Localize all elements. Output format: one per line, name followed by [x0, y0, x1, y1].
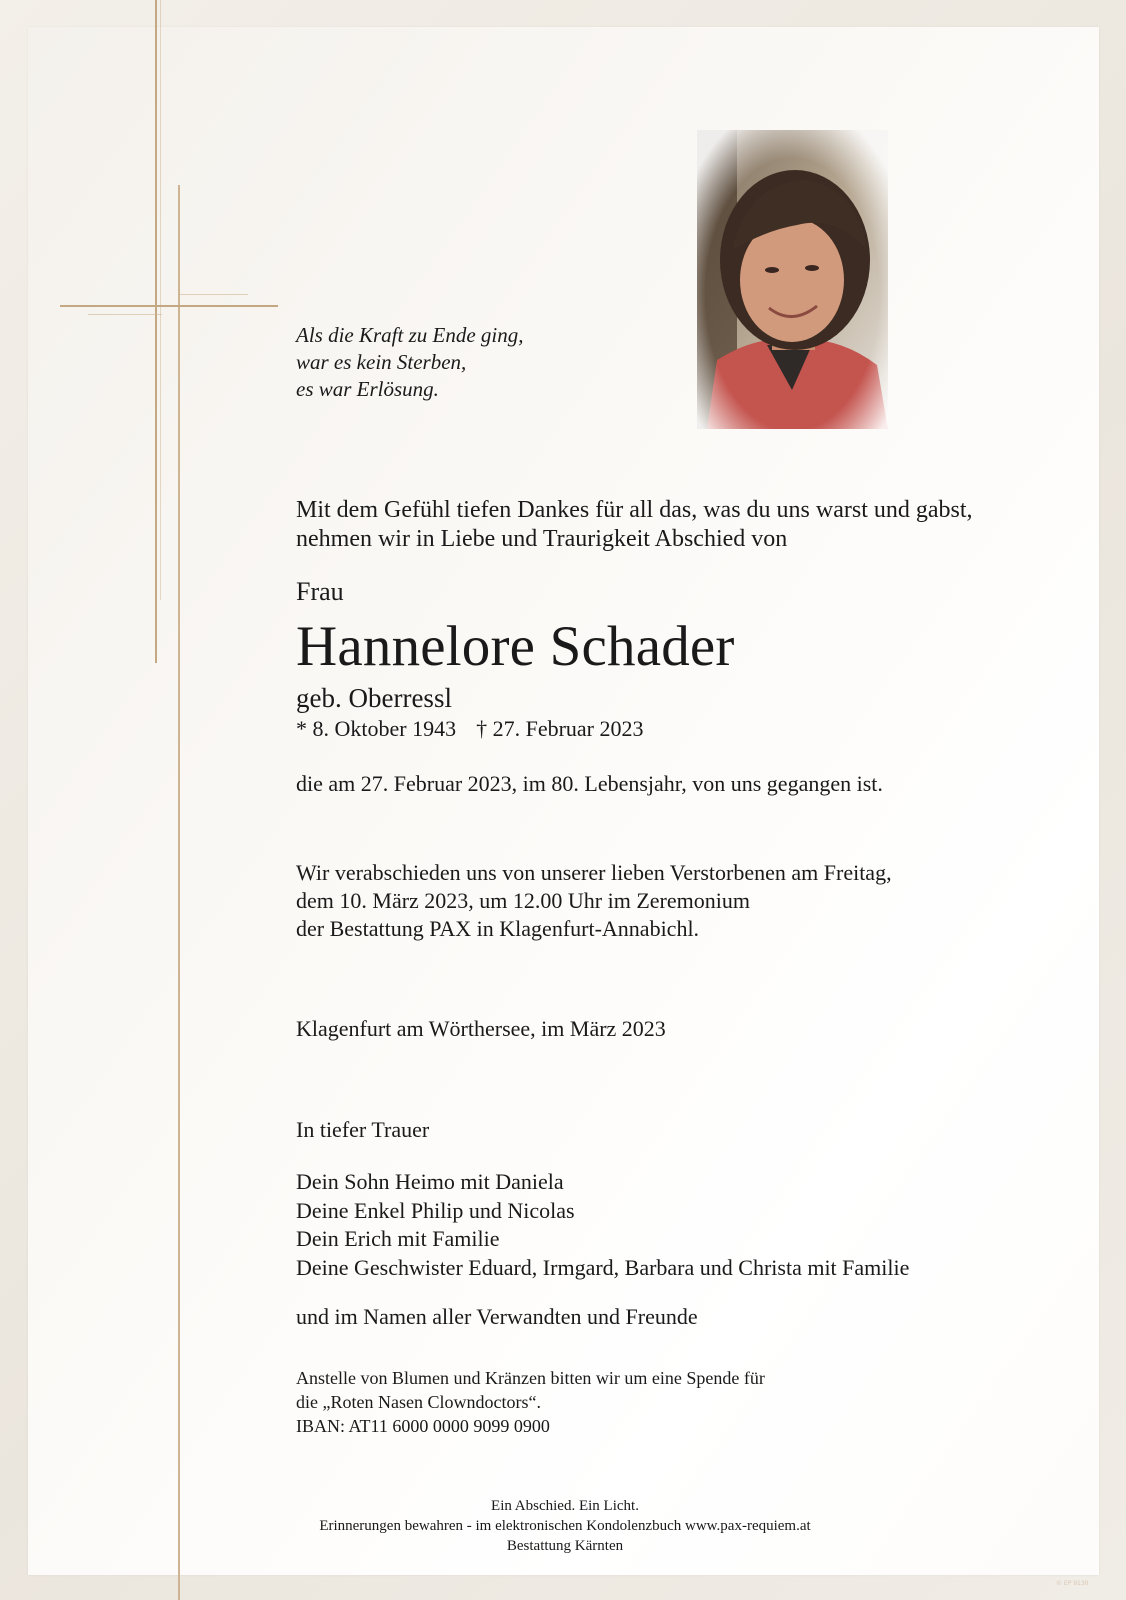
print-code: © EP 9130 — [1056, 1580, 1089, 1587]
intro-line: nehmen wir in Liebe und Traurigkeit Abschied von — [296, 526, 788, 552]
quote — [296, 322, 524, 403]
family-member: Dein Erich mit Familie — [296, 1226, 500, 1251]
ceremony-line: dem 10. März 2023, um 12.00 Uhr im Zeremonium — [296, 888, 750, 913]
footer — [220, 1496, 910, 1556]
deceased-name: Hannelore Schader — [296, 615, 735, 678]
family-list — [296, 1168, 909, 1282]
quote-line: Als die Kraft zu Ende ging, — [296, 323, 524, 347]
ceremony-line: Wir verabschieden uns von unserer lieben Verstorbenen am Freitag, — [296, 860, 892, 885]
footer-line: Bestattung Kärnten — [506, 1538, 624, 1554]
life-dates — [296, 716, 644, 742]
ceremony-info — [296, 859, 892, 943]
passing-statement: die am 27. Februar 2023, im 80. Lebensjahr, von uns gegangen ist. — [296, 771, 883, 796]
donation-line: Anstelle von Blumen und Kränzen bitten wir um eine Spende für — [296, 1368, 765, 1388]
ceremony-line: der Bestattung PAX in Klagenfurt-Annabichl. — [296, 916, 700, 941]
intro-line: Mit dem Gefühl tiefen Dankes für all das, was du uns warst und gabst, — [296, 497, 973, 523]
quote-line: es war Erlösung. — [296, 377, 439, 401]
family-member: Deine Geschwister Eduard, Irmgard, Barbara und Christa mit Familie — [296, 1254, 910, 1280]
obituary-card — [28, 27, 1099, 1575]
mourning-heading: In tiefer Trauer — [296, 1117, 430, 1142]
footer-link-text: Erinnerungen bewahren - im elektronischen Kondolenzbuch www.pax-requiem.at — [319, 1518, 811, 1534]
family-member: Dein Sohn Heimo mit Daniela — [296, 1169, 564, 1194]
birth-name: geb. Oberressl — [296, 683, 452, 713]
intro-text — [296, 496, 973, 554]
birth-date: * 8. Oktober 1943 — [296, 716, 457, 741]
portrait-photo — [697, 130, 888, 429]
donation-iban: IBAN: AT11 6000 0000 9099 0900 — [296, 1416, 550, 1436]
relatives-friends: und im Namen aller Verwandten und Freunde — [296, 1304, 698, 1329]
place-date: Klagenfurt am Wörthersee, im März 2023 — [296, 1016, 666, 1041]
footer-line: Ein Abschied. Ein Licht. — [491, 1498, 639, 1514]
donation-line: die „Roten Nasen Clowndoctors“. — [296, 1392, 541, 1412]
donation-note — [296, 1366, 765, 1438]
salutation: Frau — [296, 577, 344, 606]
death-date: † 27. Februar 2023 — [476, 716, 644, 741]
family-member: Deine Enkel Philip und Nicolas — [296, 1197, 575, 1223]
quote-line: war es kein Sterben, — [296, 350, 467, 374]
